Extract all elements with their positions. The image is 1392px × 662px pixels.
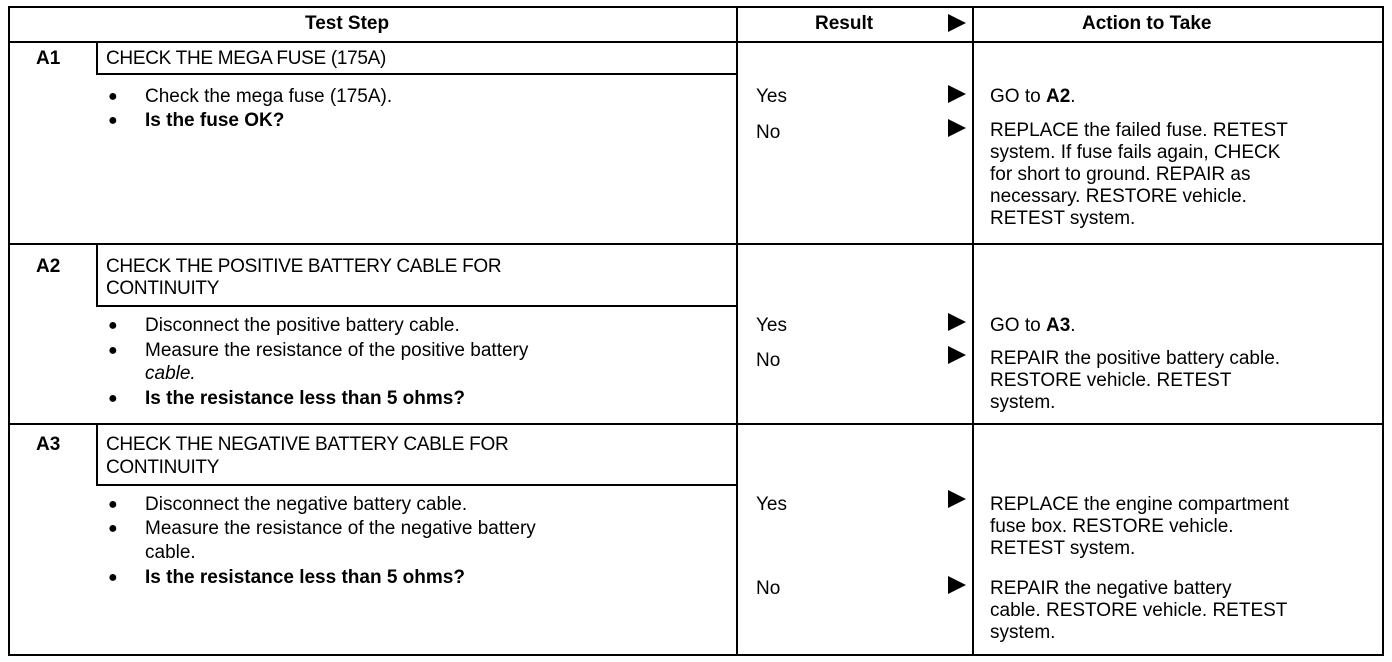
bullet-text: Measure the resistance of the positive battery — [145, 340, 529, 361]
result-a3-no: No — [756, 578, 781, 599]
bullet-text: Is the resistance less than 5 ohms? — [145, 388, 465, 409]
step-title-a2-line1: CHECK THE POSITIVE BATTERY CABLE FOR — [106, 256, 502, 277]
step-ref: A3 — [1045, 315, 1071, 336]
action-line: necessary. RESTORE vehicle. — [990, 186, 1247, 207]
arrow-icon — [948, 346, 966, 364]
table-border-bottom — [8, 654, 1384, 656]
header-divider — [8, 41, 1384, 43]
action-line: RETEST system. — [990, 208, 1136, 229]
table-border-top — [8, 6, 1384, 8]
action-line: REPAIR the positive battery cable. — [990, 348, 1281, 369]
arrow-icon — [948, 576, 966, 594]
table-border-right — [1382, 6, 1384, 656]
step-divider-a3 — [8, 423, 1384, 425]
action-a1-no — [990, 120, 1288, 230]
result-a2-no: No — [756, 350, 781, 371]
bullet-a3-2-cont: cable. — [145, 542, 196, 563]
step-id-a1: A1 — [36, 48, 61, 69]
arrow-icon — [948, 490, 966, 508]
action-a1-yes: GO to A2. — [990, 86, 1076, 107]
header-arrow-icon — [948, 14, 966, 32]
step-title-a3-line2: CONTINUITY — [106, 457, 220, 478]
bullet-text: Disconnect the positive battery cable. — [145, 315, 460, 336]
arrow-icon — [948, 313, 966, 331]
result-a1-yes: Yes — [756, 86, 787, 107]
header-action: Action to Take — [1082, 13, 1212, 34]
column-divider-result — [736, 6, 738, 656]
step-id-a3: A3 — [36, 434, 61, 455]
action-a3-yes — [990, 494, 1289, 560]
result-a1-no: No — [756, 122, 781, 143]
bullet-text: Is the fuse OK? — [145, 110, 285, 131]
action-line: system. — [990, 622, 1056, 643]
bullet-text: Is the resistance less than 5 ohms? — [145, 567, 465, 588]
bullet-text: Disconnect the negative battery cable. — [145, 494, 468, 515]
step-ref: A2 — [1045, 86, 1071, 107]
arrow-icon — [948, 85, 966, 103]
header-test-step: Test Step — [305, 13, 390, 34]
action-line: REPLACE the failed fuse. RETEST — [990, 120, 1288, 141]
title-divider-a1 — [96, 73, 737, 75]
diagnostic-table: Test Step Result Action to Take A1 CHECK THE MEGA FUSE (175A) ● Check the mega fuse (175A). ● Is the fuse OK? Yes GO to A2. No REPLACE the failed fuse. RETEST system. If fuse fails again, CHECK for short to ground. REPAIR as necessary. RESTORE vehicle. RETEST system. A2 CHECK THE POSITIVE BATTERY CABLE FOR CONTINUITY ● Disconnect the positive battery cable. ● Measure the resistance of the positive battery cable. ● Is the resistance less than 5 ohms? Yes GO to A3. No REPAIR the positive battery cable. RESTORE vehicle. RETEST system. A3 CHECK THE NEGATIVE BATTERY CABLE FOR CONTINUITY ● Disconnect the negative battery cable. ● Measure the resistance of the negative battery cable. ● Is the resistance less than 5 ohms? Yes REPLACE the engine compartment fuse box. RESTORE vehicle. RETEST system. No REPAIR the negative battery cable. RESTORE vehicle. RETEST system. — [0, 0, 1392, 662]
result-a3-yes: Yes — [756, 494, 787, 515]
result-a2-yes: Yes — [756, 315, 787, 336]
action-line: system. If fuse fails again, CHECK — [990, 142, 1281, 163]
action-line: for short to ground. REPAIR as — [990, 164, 1251, 185]
action-line: cable. RESTORE vehicle. RETEST — [990, 600, 1288, 621]
id-divider-a1 — [96, 41, 98, 75]
action-a3-no — [990, 578, 1287, 644]
action-line: REPLACE the engine compartment — [990, 494, 1289, 515]
step-divider-a2 — [8, 243, 1384, 245]
action-line: REPAIR the negative battery — [990, 578, 1232, 599]
title-divider-a3 — [96, 484, 737, 486]
action-line: RETEST system. — [990, 538, 1136, 559]
action-line: RESTORE vehicle. RETEST — [990, 370, 1232, 391]
id-divider-a3 — [96, 423, 98, 486]
action-a2-no — [990, 348, 1280, 414]
bullet-a2-2-cont: cable. — [145, 363, 196, 384]
action-line: fuse box. RESTORE vehicle. — [990, 516, 1234, 537]
table-border-left — [8, 6, 10, 656]
title-divider-a2 — [96, 305, 737, 307]
bullet-text: Check the mega fuse (175A). — [145, 86, 393, 107]
step-title-a2-line2: CONTINUITY — [106, 278, 220, 299]
header-result: Result — [815, 13, 874, 34]
action-line: system. — [990, 392, 1056, 413]
arrow-icon — [948, 119, 966, 137]
step-id-a2: A2 — [36, 256, 61, 277]
id-divider-a2 — [96, 243, 98, 307]
step-title-a3-line1: CHECK THE NEGATIVE BATTERY CABLE FOR — [106, 434, 509, 455]
bullet-text: Measure the resistance of the negative battery — [145, 518, 536, 539]
column-divider-action — [972, 6, 974, 656]
action-a2-yes: GO to A3. — [990, 315, 1076, 336]
step-title-a1: CHECK THE MEGA FUSE (175A) — [106, 48, 387, 69]
